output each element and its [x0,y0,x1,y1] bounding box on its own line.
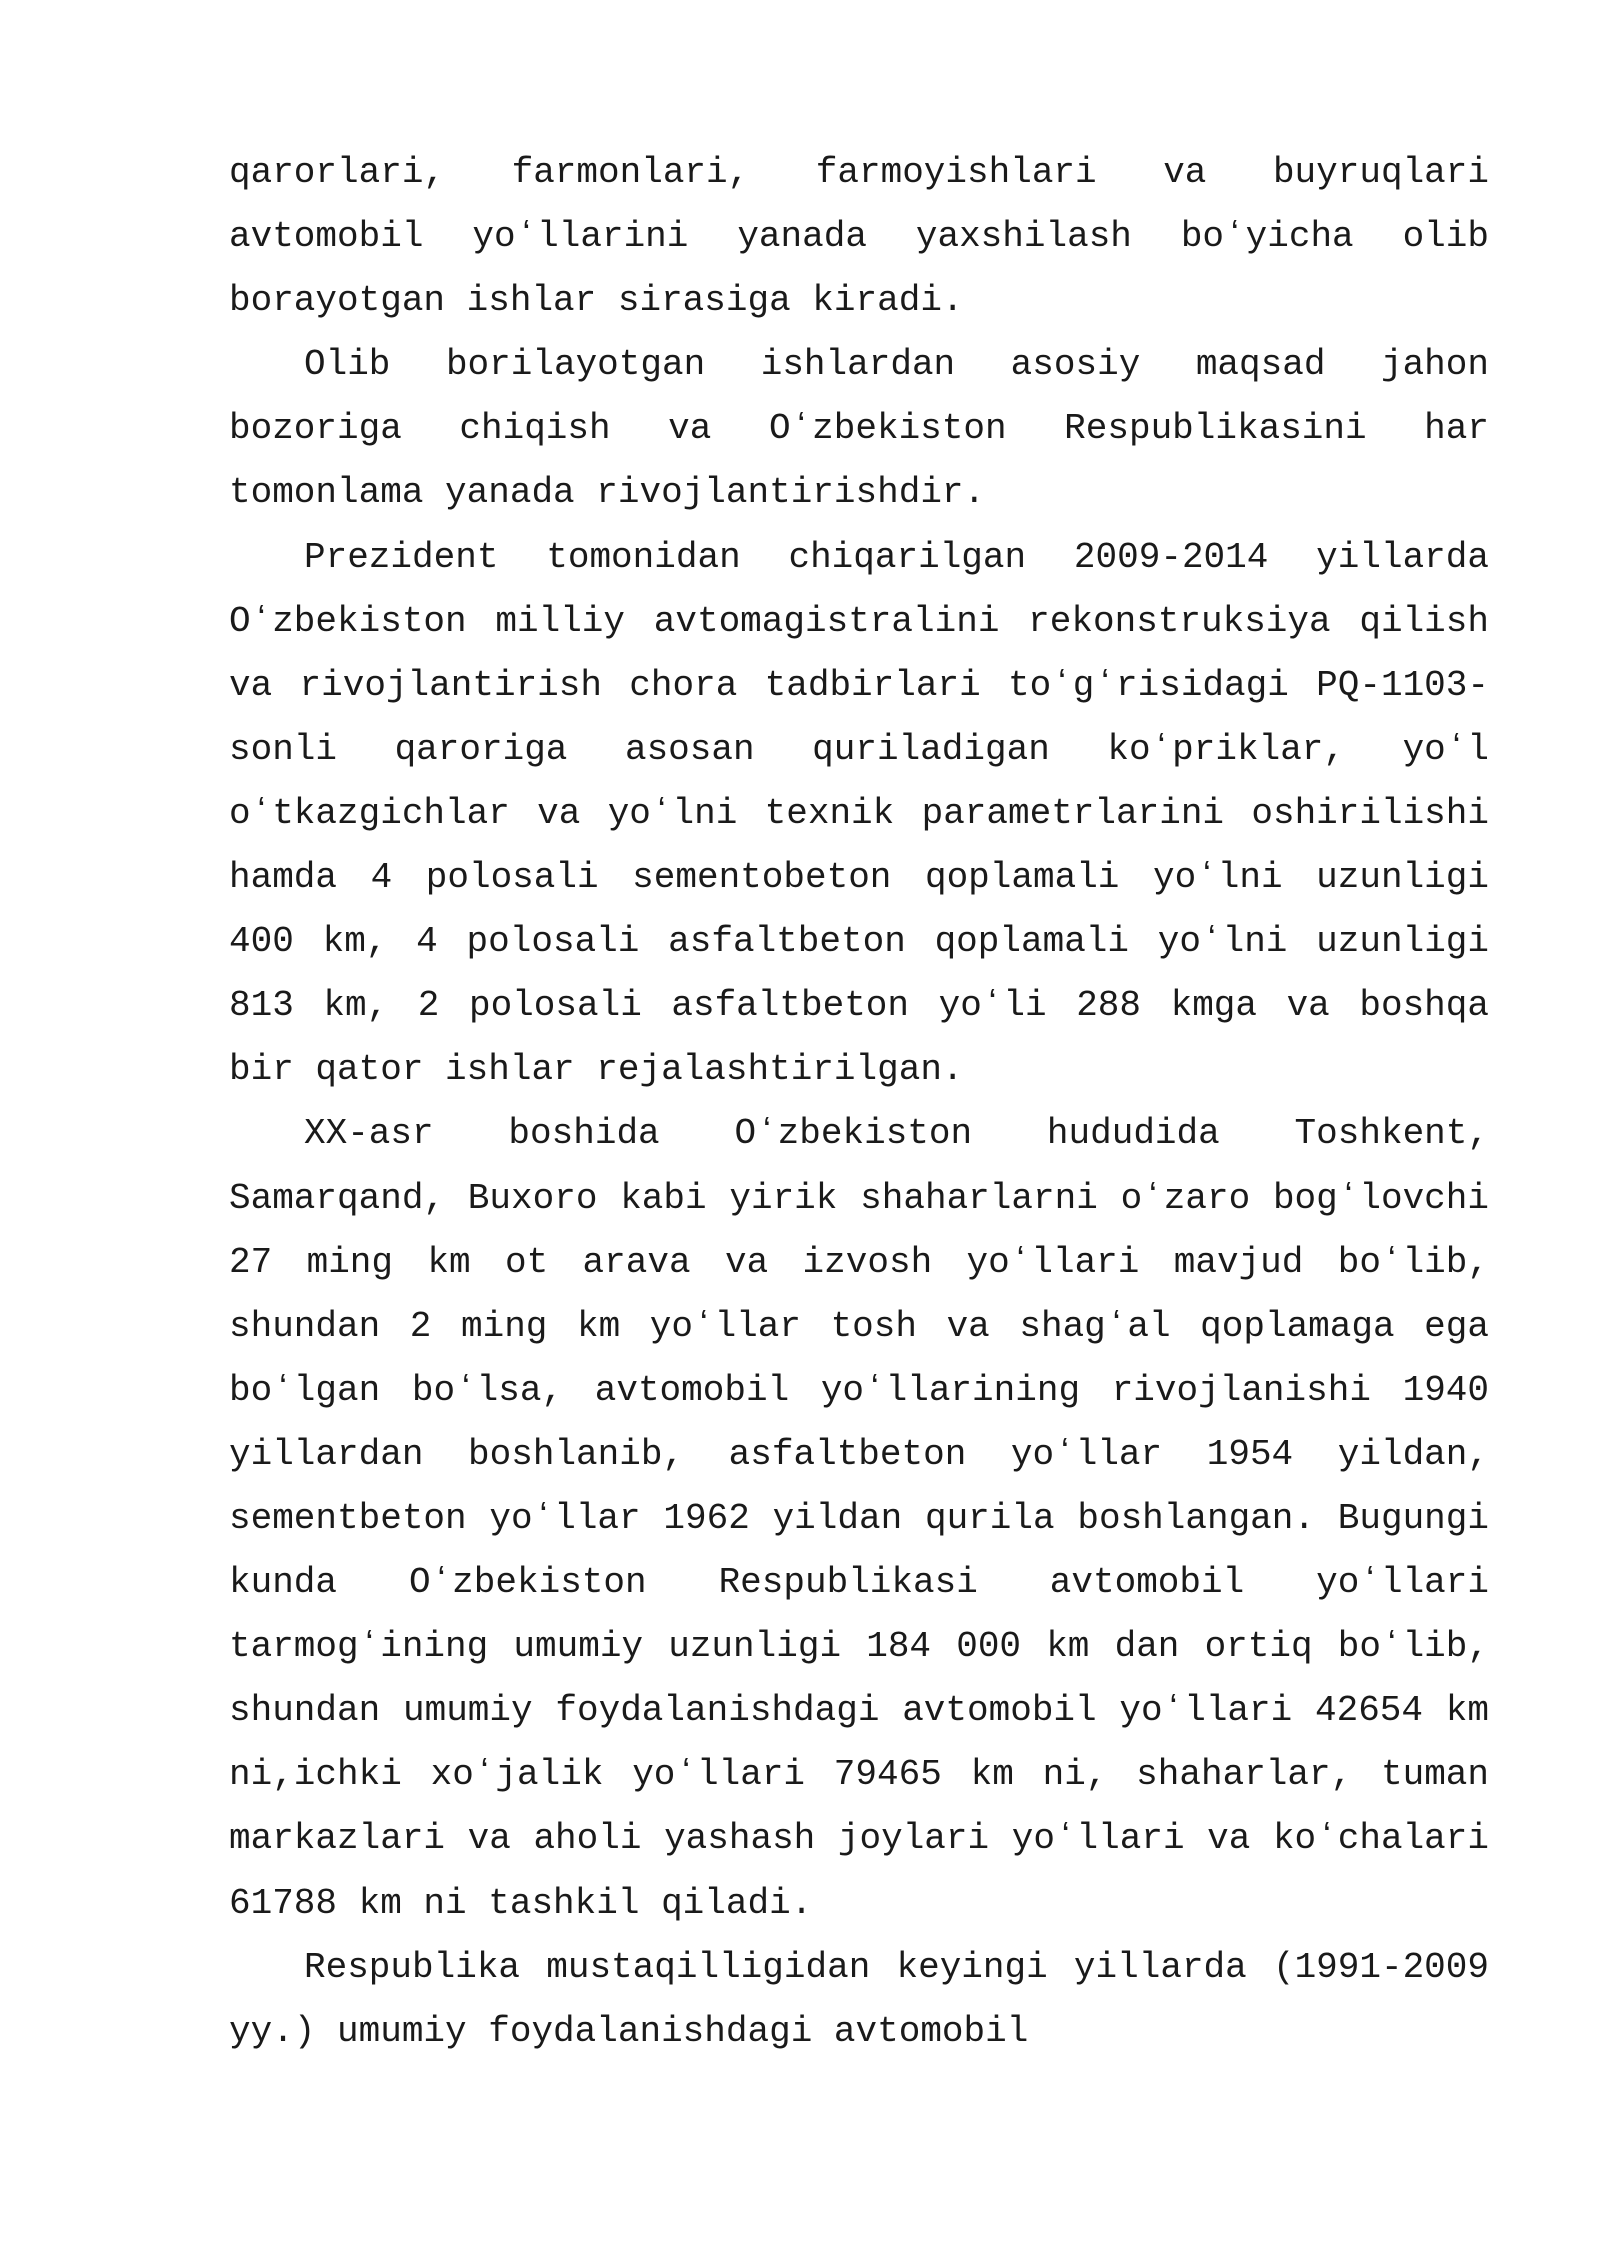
paragraph-5: Respublika mustaqilligidan keyingi yillarda (1991-2009 yy.) umumiy foydalanishdagi avtomobil [229,1946,1489,2052]
paragraph-3: Prezident tomonidan chiqarilgan 2009-2014 yillarda Oʻzbekiston milliy avtomagistralini rekonstruksiya qilish va rivojlantirish chora tadbirlari toʻgʻrisidagi PQ-1103-sonli qaroriga asosan quriladigan koʻpriklar, yoʻl oʻtkazgichlar va yoʻlni texnik parametrlarini oshirilishi hamda 4 polosali sementobeton qoplamali yoʻlni uzunligi 400 km, 4 polosali asfaltbeton qoplamali yoʻlni uzunligi 813 km, 2 polosali asfaltbeton yoʻli 288 kmga va boshqa bir qator ishlar rejalashtirilgan. [229,536,1489,1091]
document-body [229,141,1489,2064]
paragraph-1: qarorlari, farmonlari, farmoyishlari va buyruqlari avtomobil yoʻllarini yanada yaxshilash boʻyicha olib borayotgan ishlar sirasiga kiradi. [229,152,1489,322]
paragraph-2: Olib borilayotgan ishlardan asosiy maqsad jahon bozoriga chiqish va Oʻzbekiston Respublikasini har tomonlama yanada rivojlantirishdir. [229,344,1489,514]
paragraph-4: XX-asr boshida Oʻzbekiston hududida Toshkent, Samarqand, Buxoro kabi yirik shaharlarni oʻzaro bogʻlovchi 27 ming km ot arava va izvosh yoʻllari mavjud boʻlib, shundan 2 ming km yoʻllar tosh va shagʻal qoplamaga ega boʻlgan boʻlsa, avtomobil yoʻllarining rivojlanishi 1940 yillardan boshlanib, asfaltbeton yoʻllar 1954 yildan, sementbeton yoʻllar 1962 yildan qurila boshlangan. Bugungi kunda Oʻzbekiston Respublikasi avtomobil yoʻllari tarmogʻining umumiy uzunligi 184 000 km dan ortiq boʻlib, shundan umumiy foydalanishdagi avtomobil yoʻllari 42654 km ni,ichki xoʻjalik yoʻllari 79465 km ni, shaharlar, tuman markazlari va aholi yashash joylari yoʻllari va koʻchalari 61788 km ni tashkil qiladi. [229,1113,1489,1924]
